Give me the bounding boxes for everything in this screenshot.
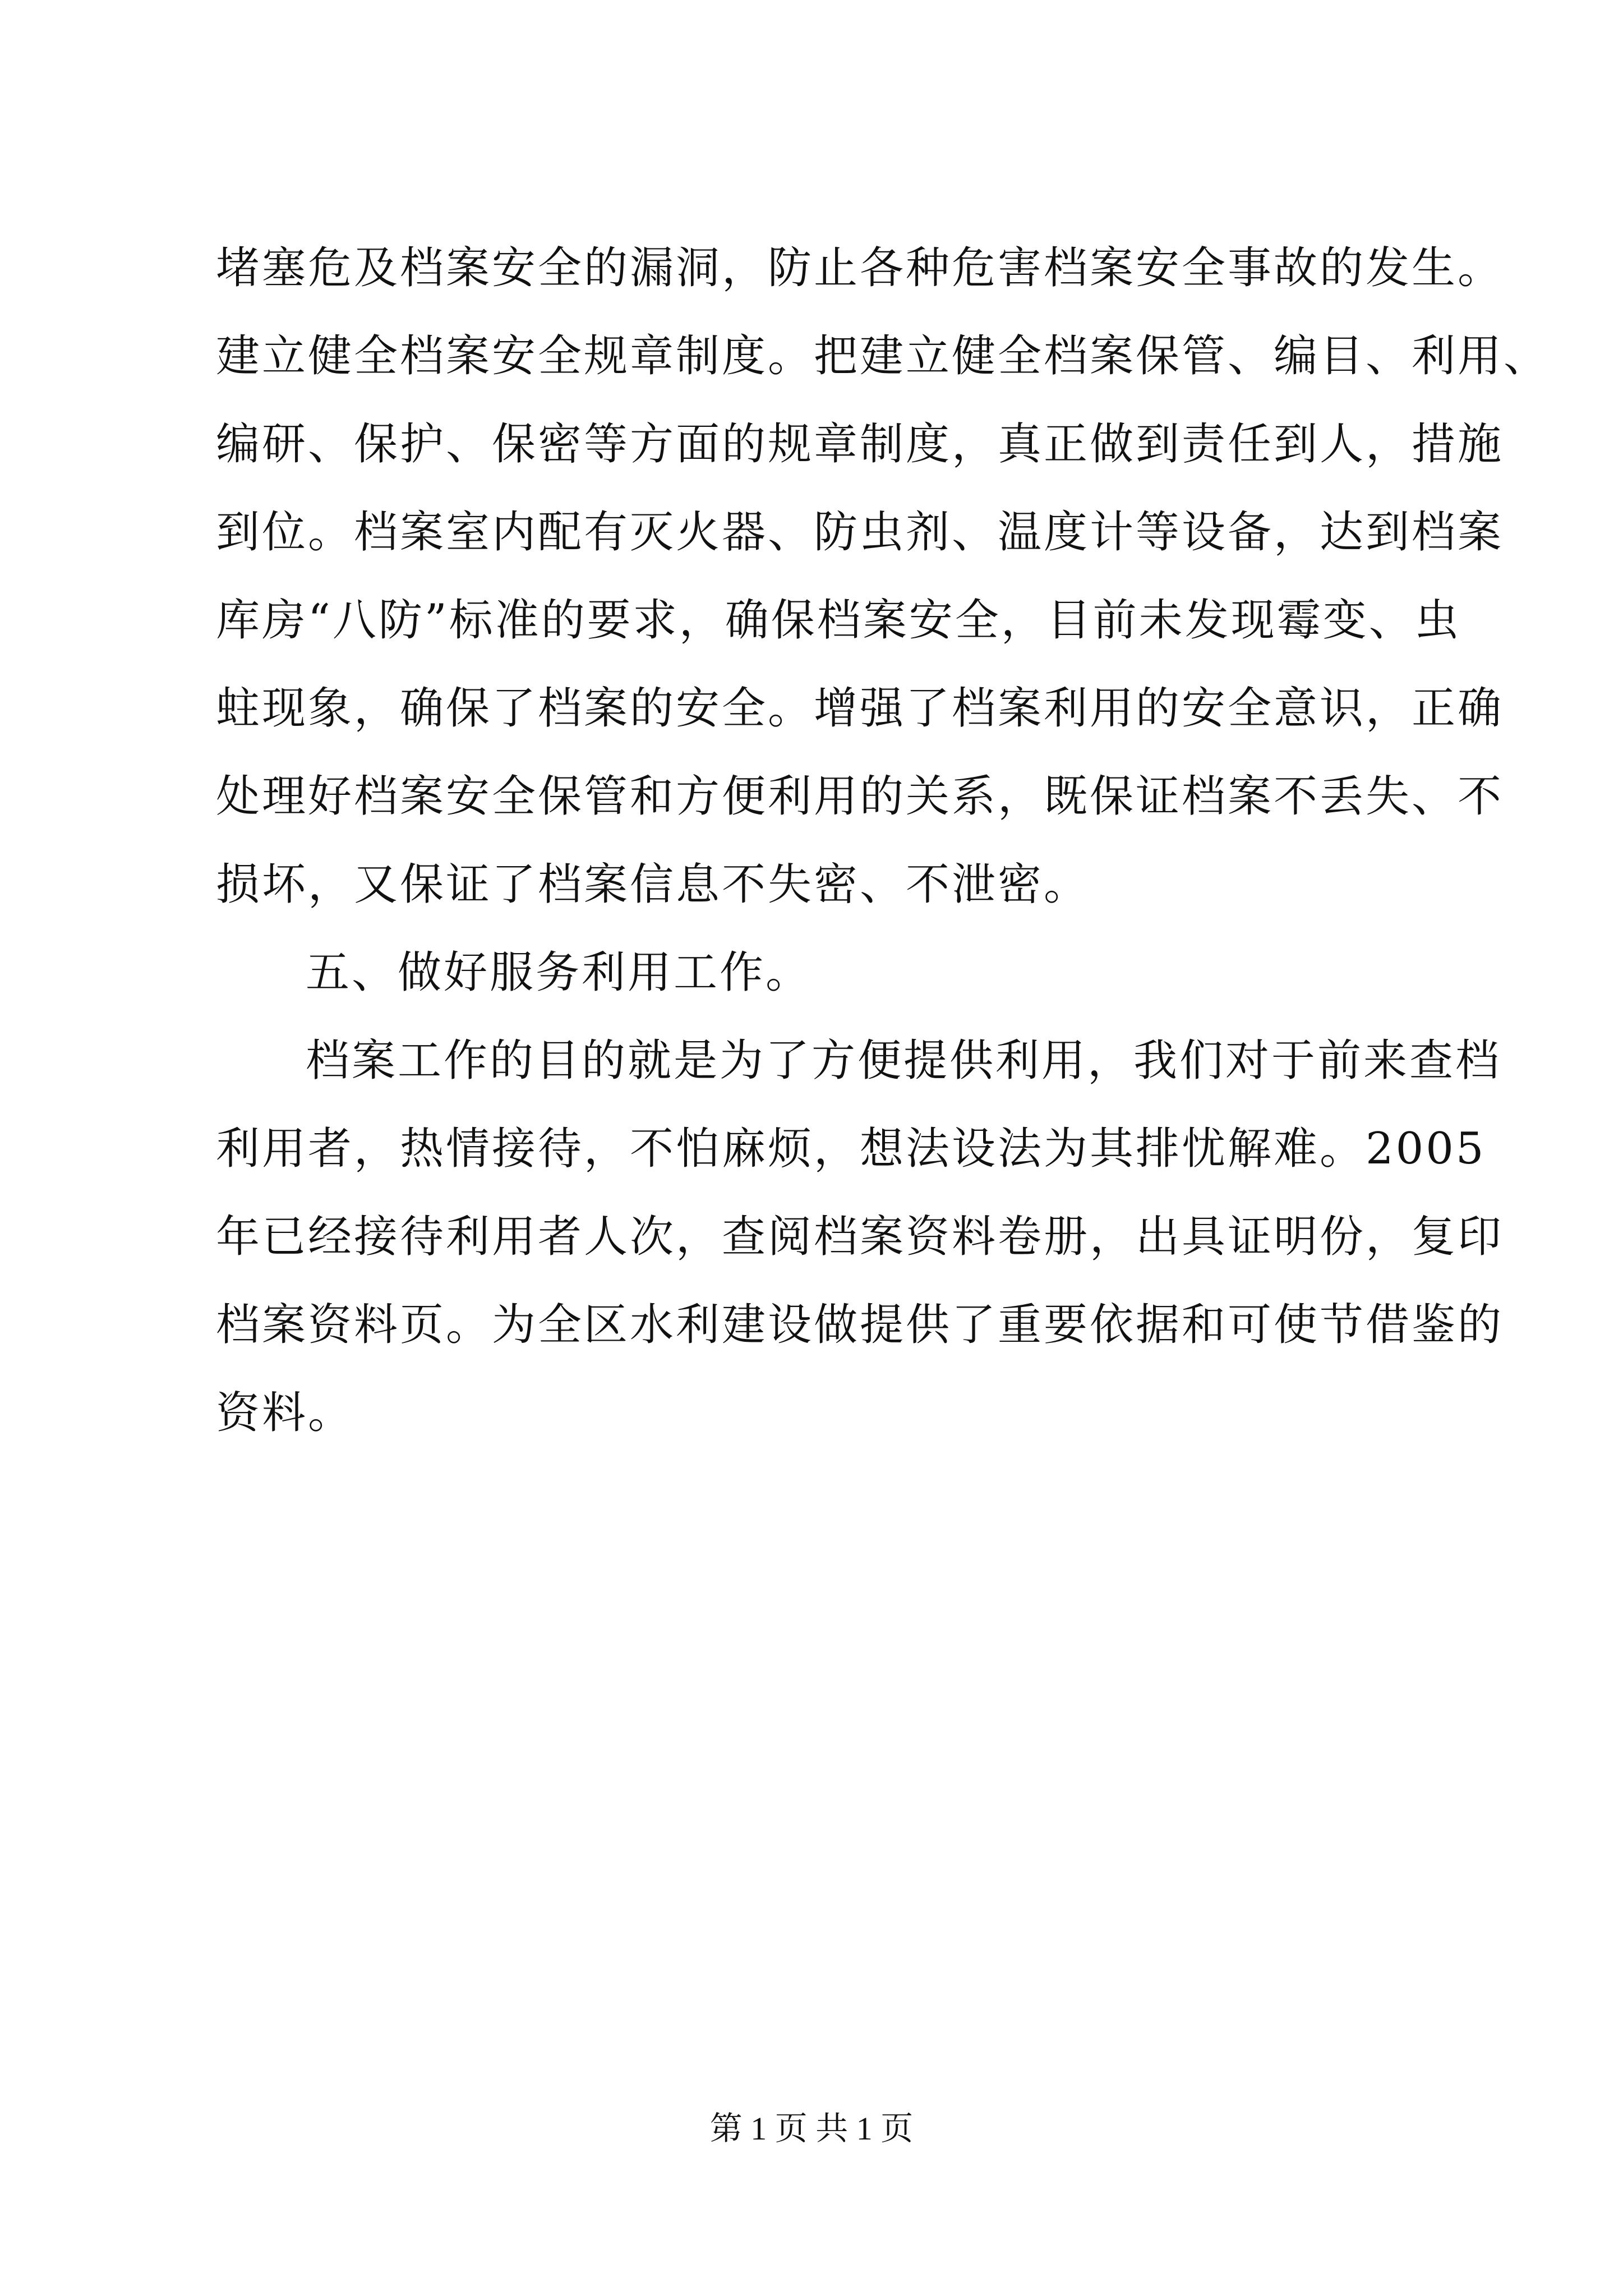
paragraph-archive-safety: [216, 224, 1550, 929]
text-line: 蛀现象，确保了档案的安全。增强了档案利用的安全意识，正确: [216, 683, 1504, 734]
page-footer: 第 1 页 共 1 页: [709, 2110, 914, 2147]
text-line: 资料。: [216, 1388, 354, 1438]
text-line: 处理好档案安全保管和方便利用的关系，既保证档案不丢失、不: [216, 771, 1504, 822]
text-line: 损坏，又保证了档案信息不失密、不泄密。: [216, 859, 1090, 910]
text-line: 堵塞危及档案安全的漏洞，防止各种危害档案安全事故的发生。: [216, 243, 1504, 293]
text-line: 编研、保护、保密等方面的规章制度，真正做到责任到人，措施: [216, 419, 1504, 470]
text-line: 利用者，热情接待，不怕麻烦，想法设法为其排忧解难。2005: [216, 1124, 1486, 1174]
text-line: 建立健全档案安全规章制度。把建立健全档案保管、编目、利用、: [216, 331, 1550, 381]
text-line: 库房“八防”标准的要求，确保档案安全，目前未发现霉变、虫: [216, 595, 1461, 646]
paragraph-service-utilization: [216, 1017, 1504, 1457]
text-line: 档案资料页。为全区水利建设做提供了重要依据和可使节借鉴的: [216, 1300, 1504, 1350]
text-line: 年已经接待利用者人次，查阅档案资料卷册，出具证明份，复印: [216, 1212, 1504, 1262]
section-heading: 五、做好服务利用工作。: [306, 947, 812, 998]
document-body: [216, 224, 1550, 1457]
text-line: 到位。档案室内配有灭火器、防虫剂、温度计等设备，达到档案: [216, 507, 1504, 558]
text-line: 档案工作的目的就是为了方便提供利用，我们对于前来查档: [306, 1036, 1502, 1086]
